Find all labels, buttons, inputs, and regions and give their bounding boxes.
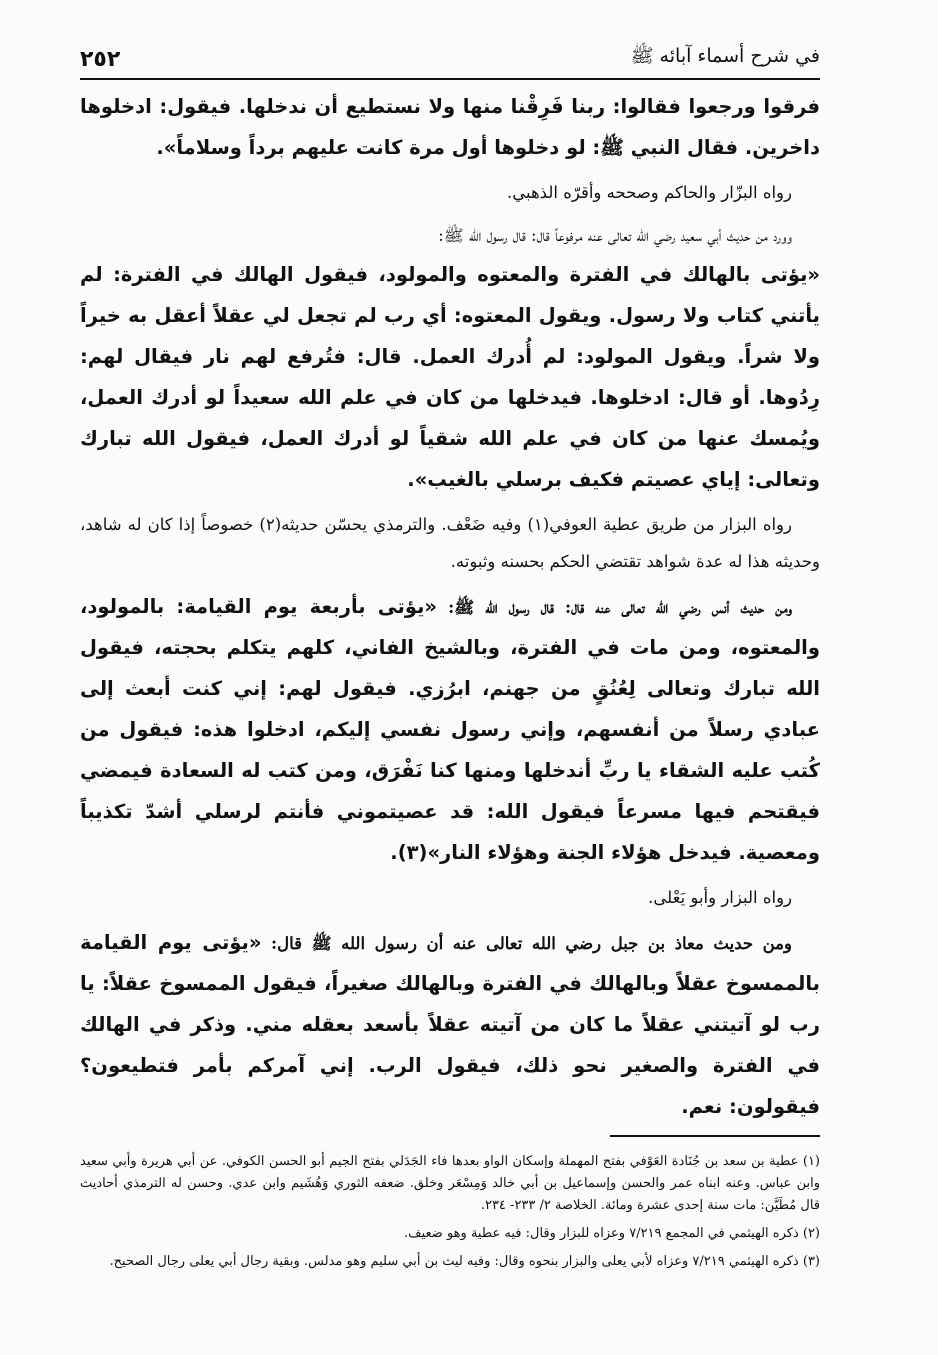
footnote-separator xyxy=(610,1135,820,1137)
hadith-text-anas: «يؤتى بأربعة يوم القيامة: بالمولود، والمعتوه، ومن مات في الفترة، وبالشيخ الفاني، كلهم يتكلم بحجته، فيقول الله تبارك وتعالى لِعُنُقٍ من جهنم، ابرُزي. فيقول لهم: إني كنت أبعث إلى عبادي رسلاً من أنفسهم، وإني رسول نفسي إليكم، ادخلوا هذه: فيقول من كُتب عليه الشقاء يا ربِّ أندخلها ومنها كنا نَفْرَق، ومن كتب له السعادة فيمضي فيقتحم فيها مسرعاً فيقول الله: قد عصيتموني فأنتم لرسلي أشدّ تكذيباً ومعصية. فيدخل هؤلاء الجنة وهؤلاء النار»(٣). xyxy=(80,595,820,864)
paragraph-hadith-abu-said: «يؤتى بالهالك في الفترة والمعتوه والمولود، فيقول الهالك في الفترة: لم يأتني كتاب ولا رسول. ويقول المعتوه: أي رب لم تجعل لي عقلاً أعقل به خيراً ولا شراً. ويقول المولود: لم أُدرك العمل. قال: فتُرفع لهم نار فيقال لهم: رِدُوها. أو قال: ادخلوها. فيدخلها من كان في علم الله سعيداً لو أدرك العمل، ويُمسك عنها من كان في علم الله شقياً لو أدرك العمل، فيقول الله تبارك وتعالى: إياي عصيتم فكيف برسلي بالغيب». xyxy=(80,263,820,491)
narration-lead-muadh: ومن حديث معاذ بن جبل رضي الله تعالى عنه أن رسول الله ﷺ قال: xyxy=(261,934,792,953)
main-text xyxy=(80,86,820,1127)
paragraph-commentary: رواه البزار من طريق عطية العوفي(١) وفيه ضَعْف. والترمذي يحسّن حديثه(٢) خصوصاً إذا كان له شاهد، وحديثه هذا له عدة شواهد تقتضي الحكم بحسنه وثبوته. xyxy=(80,515,820,571)
hadith-text-muadh: «يؤتى يوم القيامة بالممسوخ عقلاً وبالهالك في الفترة وبالهالك صغيراً، فيقول الممسوخ عقلاً: يا رب لو آتيتني عقلاً ما كان من آتيته عقلاً بأسعد بعقله مني. وذكر في الهالك في الفترة والصغير نحو ذلك، فيقول الرب. إني آمركم بأمر فتطيعون؟ فيقولون: نعم. xyxy=(80,931,820,1118)
footnotes xyxy=(80,1151,820,1273)
paragraph-hadith-muadh xyxy=(80,922,820,1127)
running-title: في شرح أسماء آبائه ﷺ xyxy=(630,45,820,67)
paragraph-hadith-continuation: فرقوا ورجعوا فقالوا: ربنا فَرِقْنا منها ولا نستطيع أن ندخلها. فيقول: ادخلوها داخرين. فقال النبي ﷺ: لو دخلوها أول مرة كانت عليهم برداً وسلاماً». xyxy=(80,95,820,159)
paragraph-source-note: رواه البزّار والحاكم وصححه وأقرّه الذهبي. xyxy=(507,183,792,202)
footnote-1: (١) عطية بن سعد بن جُنَادة العَوْفي بفتح المهملة وإسكان الواو بعدها فاء الجَدَلي بفتح الجيم أبو الحسن الكوفي. عن أبي هريرة وأبي سعيد وابن عباس. وعنه ابناه عمر والحسن وإسماعيل بن أبي خالد وَمِسْعَر وخلق. ضعفه الثوري وَهُشَيم وابن عدي. وحسن له الترمذي أحاديث قال مُطَيَّن: مات سنة إحدى عشرة ومائة. الخلاصة ٢/ ٢٣٣- ٢٣٤. xyxy=(80,1154,820,1213)
footnote-2: (٢) ذكره الهيثمي في المجمع ٧/٢١٩ وعزاه للبزار وقال: فيه عطية وهو ضعيف. xyxy=(404,1226,820,1241)
paragraph-narration-intro: وورد من حديث أبي سعيد رضي الله تعالى عنه مرفوعاً قال: قال رسول الله ﷺ: xyxy=(438,226,792,245)
narration-lead-anas: ومن حديث أنس رضي الله تعالى عنه قال: قال رسول الله ﷺ: xyxy=(437,598,792,617)
footnote-3: (٣) ذكره الهيثمي ٧/٢١٩ وعزاه لأبي يعلى والبزار بنحوه وقال: وفيه ليث بن أبي سليم وهو مدلس. وبقية رجال أبي يعلى رجال الصحيح. xyxy=(109,1254,820,1269)
paragraph-hadith-anas xyxy=(80,586,820,873)
paragraph-source-note-2: رواه البزار وأبو يَعْلى. xyxy=(648,888,792,907)
page-number: ٢٥٢ xyxy=(80,47,121,72)
page-header xyxy=(80,38,820,80)
